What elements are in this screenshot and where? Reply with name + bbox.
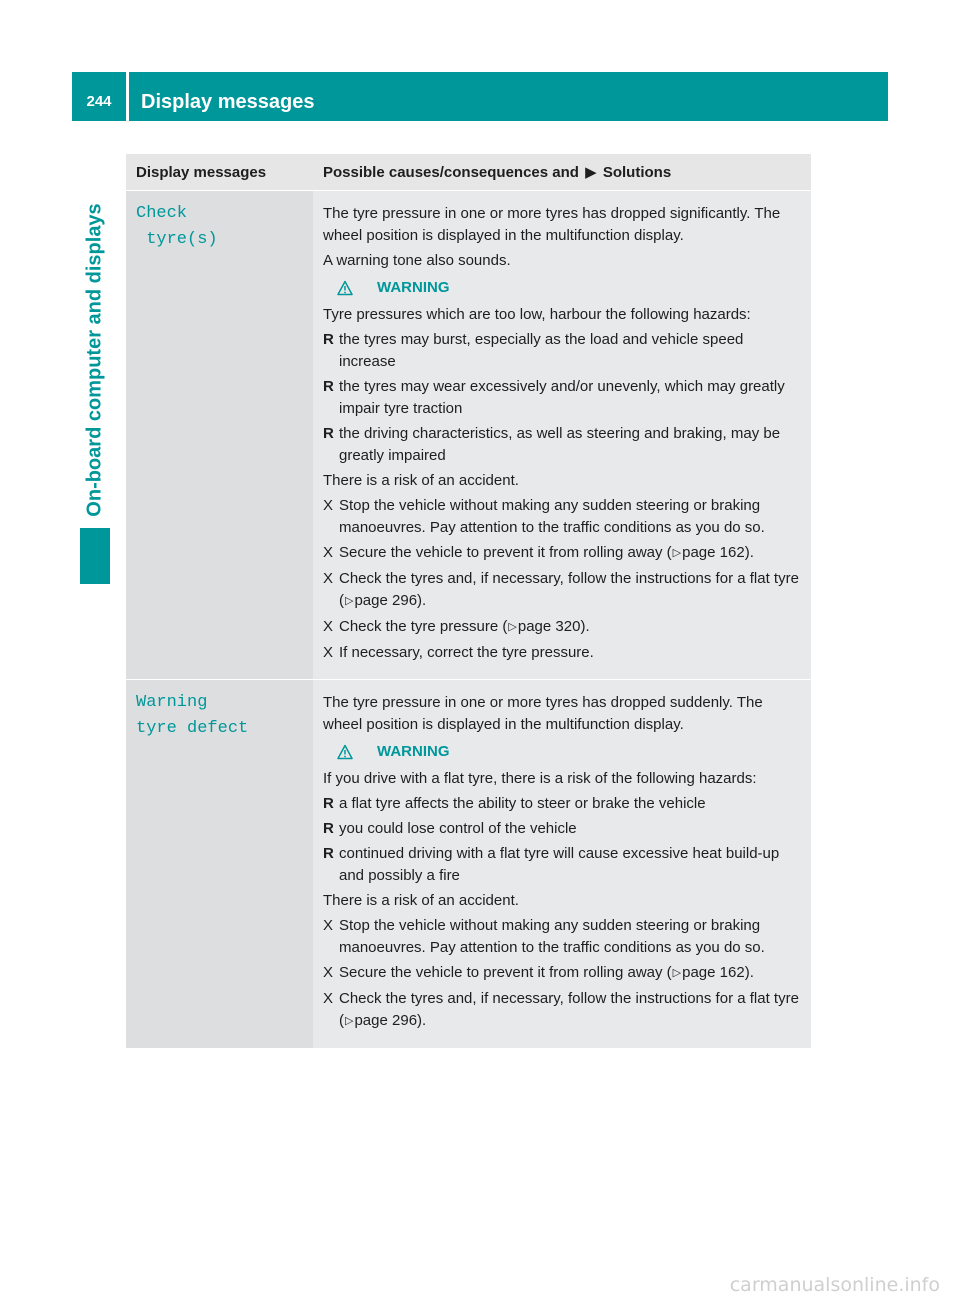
warning-label: WARNING	[377, 279, 450, 296]
header-divider	[126, 72, 129, 121]
solution-step-text: Stop the vehicle without making any sudden steering or braking manoeuvres. Pay attention to the traffic conditions as you do so.	[339, 917, 765, 956]
display-message-text: Check	[136, 204, 188, 223]
solution-step-body	[339, 990, 799, 1029]
step-arrow-icon: X	[323, 544, 334, 561]
warning-triangle-icon	[337, 744, 365, 760]
display-messages-table	[126, 154, 811, 1048]
table-row	[126, 190, 811, 679]
solution-step	[323, 495, 803, 539]
step-arrow-icon: X	[323, 570, 334, 587]
causes-solutions-cell	[313, 679, 811, 1048]
display-message-text: Warning	[136, 693, 208, 712]
solution-step	[323, 962, 803, 985]
bullet-icon: R	[323, 795, 334, 812]
solution-step-text: Check the tyre pressure (	[339, 618, 508, 635]
page-reference-icon: ▷	[508, 621, 517, 633]
solution-step-body	[339, 644, 594, 661]
column-header-solutions-text: Solutions	[602, 164, 672, 181]
solution-step-body	[339, 917, 765, 956]
page-reference-icon: ▷	[672, 547, 682, 559]
bullet-icon: R	[323, 378, 334, 395]
intro-paragraph: The tyre pressure in one or more tyres has dropped suddenly. The wheel position is displayed in the multifunction display.	[323, 694, 763, 733]
solution-step-body	[339, 544, 754, 561]
solution-step-suffix: ).	[417, 1012, 427, 1029]
hazard-bullet	[323, 818, 803, 840]
warning-heading	[337, 279, 803, 296]
page-reference-icon: ▷	[345, 595, 354, 607]
step-arrow-icon: X	[323, 964, 334, 981]
solution-step-text: Secure the vehicle to prevent it from rolling away (	[339, 964, 672, 981]
solution-step-body	[339, 570, 799, 609]
page-reference-link[interactable]: page 162	[682, 964, 745, 981]
display-message-text: tyre(s)	[136, 230, 218, 249]
risk-statement: There is a risk of an accident.	[323, 892, 519, 909]
page-reference-icon: ▷	[345, 1015, 354, 1027]
side-tab	[80, 160, 110, 560]
solution-step	[323, 568, 803, 613]
display-message-cell	[126, 679, 313, 1048]
solution-step-body	[339, 497, 765, 536]
solution-step-text: If necessary, correct the tyre pressure.	[339, 644, 594, 661]
solution-step-text: Stop the vehicle without making any sudden steering or braking manoeuvres. Pay attention to the traffic conditions as you do so.	[339, 497, 765, 536]
hazard-bullet	[323, 423, 803, 467]
solution-step-text: Check the tyres and, if necessary, follow the instructions for a flat tyre (	[339, 570, 799, 609]
page-reference-link[interactable]: page 320	[517, 618, 581, 635]
bullet-icon: R	[323, 845, 334, 862]
page-title: Display messages	[141, 91, 315, 113]
hazard-bullet-text: the tyres may wear excessively and/or unevenly, which may greatly impair tyre traction	[339, 378, 785, 417]
solution-step-text: Secure the vehicle to prevent it from rolling away (	[339, 544, 672, 561]
hazard-bullet	[323, 793, 803, 815]
hazard-bullet-text: a flat tyre affects the ability to steer or brake the vehicle	[339, 795, 706, 812]
watermark: carmanualsonline.info	[729, 1274, 940, 1296]
table-body	[126, 190, 811, 1048]
table-header-row	[126, 154, 811, 190]
column-header-display-messages: Display messages	[126, 154, 313, 190]
side-tab-block	[80, 528, 110, 584]
solution-step	[323, 915, 803, 959]
hazard-bullet	[323, 376, 803, 420]
hazard-bullet	[323, 329, 803, 373]
hazard-bullet-text: continued driving with a flat tyre will cause excessive heat build-up and possibly a fire	[339, 845, 780, 884]
solution-step-suffix: ).	[744, 544, 754, 561]
solution-step-suffix: ).	[744, 964, 754, 981]
solution-step	[323, 542, 803, 565]
step-arrow-icon: X	[323, 644, 334, 661]
page-reference-icon: ▷	[672, 967, 682, 979]
display-message-cell	[126, 190, 313, 679]
hazard-bullet-text: the tyres may burst, especially as the load and vehicle speed increase	[339, 331, 744, 370]
column-header-causes-text: Possible causes/consequences and	[323, 164, 579, 181]
hazard-bullet-text: you could lose control of the vehicle	[339, 820, 577, 837]
hazard-bullet-text: the driving characteristics, as well as steering and braking, may be greatly impaired	[339, 425, 781, 464]
page-reference-link[interactable]: page 296	[354, 1012, 418, 1029]
warning-heading	[337, 743, 803, 760]
causes-solutions-cell	[313, 190, 811, 679]
page-number: 244	[86, 93, 112, 110]
side-tab-label: On-board computer and displays	[83, 203, 106, 517]
solution-step	[323, 988, 803, 1033]
column-header-causes-solutions	[313, 154, 811, 190]
bullet-icon: R	[323, 820, 334, 837]
solution-step-suffix: ).	[580, 618, 590, 635]
step-arrow-icon: X	[323, 990, 334, 1007]
warning-triangle-icon	[337, 280, 365, 296]
solutions-arrow-icon: ▶	[585, 164, 597, 181]
hazard-bullet	[323, 843, 803, 887]
bullet-icon: R	[323, 425, 334, 442]
risk-statement: There is a risk of an accident.	[323, 472, 519, 489]
step-arrow-icon: X	[323, 618, 334, 635]
table-row	[126, 679, 811, 1048]
step-arrow-icon: X	[323, 917, 334, 934]
solution-step	[323, 642, 803, 664]
solution-step-body	[339, 618, 590, 635]
display-message-text: tyre defect	[136, 719, 249, 738]
solution-step-text: Check the tyres and, if necessary, follow the instructions for a flat tyre (	[339, 990, 799, 1029]
intro-paragraph: A warning tone also sounds.	[323, 252, 511, 269]
hazard-intro: If you drive with a flat tyre, there is a risk of the following hazards:	[323, 770, 757, 787]
bullet-icon: R	[323, 331, 334, 348]
page-reference-link[interactable]: page 162	[682, 544, 745, 561]
intro-paragraph: The tyre pressure in one or more tyres has dropped significantly. The wheel position is displayed in the multifunction display.	[323, 205, 781, 244]
page-reference-link[interactable]: page 296	[354, 592, 418, 609]
step-arrow-icon: X	[323, 497, 334, 514]
hazard-intro: Tyre pressures which are too low, harbour the following hazards:	[323, 306, 751, 323]
solution-step	[323, 616, 803, 639]
solution-step-suffix: ).	[417, 592, 427, 609]
solution-step-body	[339, 964, 754, 981]
warning-label: WARNING	[377, 743, 450, 760]
